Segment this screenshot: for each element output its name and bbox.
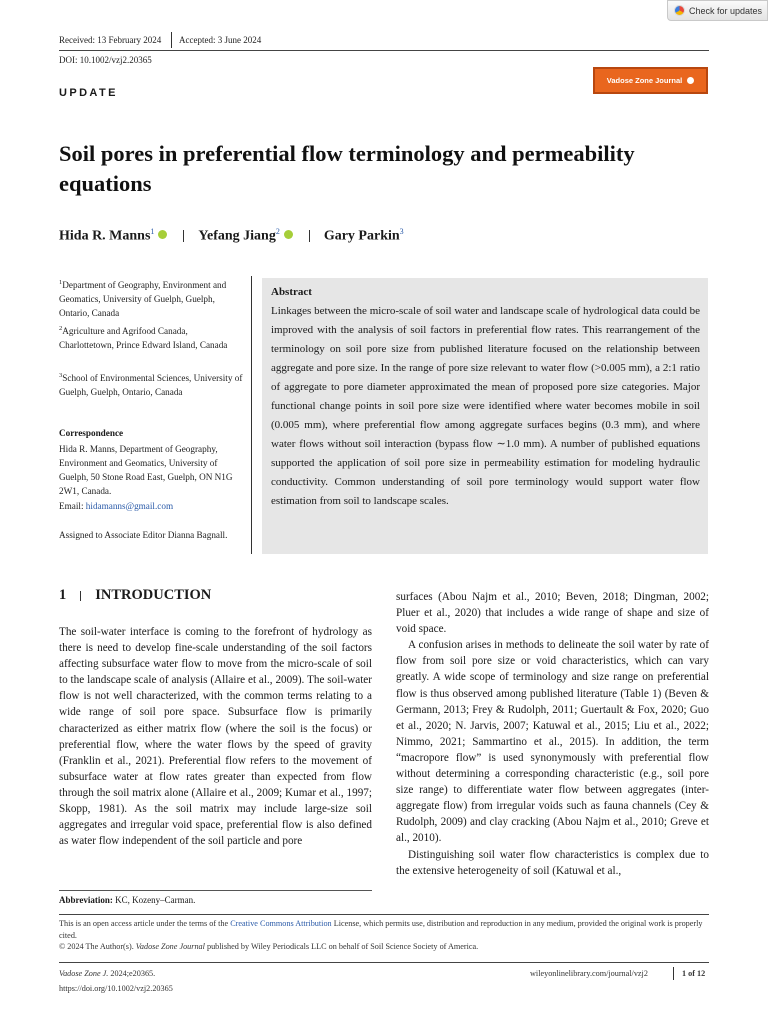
doi: DOI: 10.1002/vzj2.20365 bbox=[59, 55, 152, 65]
affiliation-3-sup: 3 bbox=[59, 372, 63, 379]
intro-paragraph-2: surfaces (Abou Najm et al., 2010; Beven, 2018; Dingman, 2002; Pluer et al., 2020) that includes a wide range of shape and size of void space. bbox=[396, 591, 709, 636]
journal-logo-icon bbox=[687, 77, 694, 84]
license-rule bbox=[59, 914, 709, 915]
affiliation-1-sup: 1 bbox=[59, 279, 63, 286]
affiliation-1-text: Department of Geography, Environment and Geomatics, University of Guelph, Guelph, Ontario, Canada bbox=[59, 280, 227, 319]
author-1[interactable] bbox=[59, 227, 154, 245]
author-2-sup: 2 bbox=[275, 227, 280, 236]
author-2[interactable] bbox=[198, 227, 279, 245]
author-separator bbox=[309, 230, 310, 242]
author-separator bbox=[183, 230, 184, 242]
page-number: 1 of 12 bbox=[682, 969, 706, 978]
citation-journal: Vadose Zone J. bbox=[59, 969, 109, 978]
affiliation-3-text: School of Environmental Sciences, University of Guelph, Guelph, Ontario, Canada bbox=[59, 373, 243, 398]
doi-link[interactable]: https://doi.org/10.1002/vzj2.20365 bbox=[59, 984, 173, 993]
affiliation-1 bbox=[59, 276, 244, 320]
header-divider bbox=[171, 32, 172, 48]
check-for-updates-button[interactable] bbox=[667, 0, 768, 21]
author-3-sup: 3 bbox=[399, 227, 404, 236]
right-column bbox=[396, 589, 709, 879]
orcid-icon[interactable] bbox=[158, 230, 167, 239]
section-number: 1 bbox=[59, 587, 67, 603]
affiliation-2-sup: 2 bbox=[59, 325, 63, 332]
abstract-heading: Abstract bbox=[271, 286, 312, 298]
correspondence-heading: Correspondence bbox=[59, 428, 124, 438]
section-separator bbox=[80, 591, 81, 601]
intro-paragraph-1: The soil-water interface is coming to the forefront of hydrology as there is need to develop fine-scale understanding of the soil factors affecting subsurface water flow to move from the micro-scale of soil to the landscape scale of analysis (Allaire et al., 2009). The soil-water flow is not well characterized, with the common terms relating to a wide range of soil pore space. Subsurface flow is primarily characterized as either matrix flow (where the soil is the focus) or preferential flow, where the water flows by the speed of gravity (Franklin et al., 2021). Preferential flow refers to the movement of subsurface water at flow rates greater than expected from flow through the soil matrix alone (Allaire et al., 2009; Kumar et al., 1997; Skopp, 1981). As the soil matrix may include large-size soil aggregates and irregular void space, preferential flow is also defined as water flow independent of the soil particle and pore bbox=[59, 626, 372, 848]
license-post: License, which permits use, distribution and reproduction in any medium, provided the original work is properly cited. bbox=[59, 919, 703, 940]
correspondence-text: Hida R. Manns, Department of Geography, Environment and Geomatics, University of Guelph, 50 Stone Road East, Guelph, ON N1G 2W1, Canada. bbox=[59, 444, 233, 496]
cc-license-link[interactable]: Creative Commons Attribution bbox=[230, 919, 332, 928]
email-label: Email: bbox=[59, 501, 84, 511]
copyright-post: published by Wiley Periodicals LLC on behalf of Soil Science Society of America. bbox=[204, 942, 479, 952]
journal-logo[interactable] bbox=[593, 67, 708, 94]
abbreviation-text: KC, Kozeny–Carman. bbox=[115, 895, 196, 905]
crossmark-icon bbox=[674, 5, 685, 16]
copyright-pre: © 2024 The Author(s). bbox=[59, 942, 136, 952]
section-title: INTRODUCTION bbox=[95, 587, 212, 603]
article-type: UPDATE bbox=[59, 87, 118, 99]
author-list bbox=[59, 227, 404, 245]
received-date: Received: 13 February 2024 bbox=[59, 35, 162, 45]
footer-rule bbox=[59, 962, 709, 963]
footer-divider bbox=[673, 967, 674, 980]
author-3-name: Gary Parkin bbox=[323, 228, 400, 244]
license-pre: This is an open access article under the terms of the bbox=[59, 919, 231, 928]
orcid-icon[interactable] bbox=[284, 230, 293, 239]
column-divider bbox=[251, 276, 252, 554]
author-3[interactable] bbox=[324, 227, 404, 245]
abbreviation-note bbox=[59, 895, 195, 905]
affiliation-2-text: Agriculture and Agrifood Canada, Charlottetown, Prince Edward Island, Canada bbox=[59, 326, 228, 351]
copyright-journal: Vadose Zone Journal bbox=[135, 942, 205, 952]
affiliation-3 bbox=[59, 369, 244, 399]
author-1-sup: 1 bbox=[150, 227, 155, 236]
editor-note: Assigned to Associate Editor Dianna Bagnall. bbox=[59, 530, 228, 540]
affiliation-2 bbox=[59, 322, 244, 352]
abbreviation-label: Abbreviation: bbox=[59, 895, 113, 905]
section-heading bbox=[59, 587, 211, 604]
intro-paragraph-3: A confusion arises in methods to delineate the soil water by rate of flow from soil pore size or void characteristics, which can vary greatly. A wide scope of terminology and size range on preferential flow is thus observed among published literature (Table 1) (Beven & Germann, 2013; Frey & Rudolph, 2011; Guertault & Fox, 2020; Guo et al., 2020; N. Jarvis, 2007; Katuwal et al., 2015; Liu et al., 2022; Nimmo, 2021; Sammartino et al., 2015). In addition, the term “macropore flow” is used synonymously with preferential flow without determining a corresponding characteristic (e.g., soil pore size range) to differentiate water flow between aggregates (inter-aggregate flow) from irregular voids such as fauna channels (Cey & Rudolph, 2009) and clay cracking (Abou Najm et al., 2010; Greve et al., 2010). bbox=[396, 639, 709, 845]
article-title: Soil pores in preferential flow terminology and permeability equations bbox=[59, 141, 635, 196]
citation bbox=[59, 969, 155, 978]
license-text bbox=[59, 918, 709, 953]
journal-site-link[interactable]: wileyonlinelibrary.com/journal/vzj2 bbox=[530, 969, 648, 978]
header-rule bbox=[59, 50, 709, 51]
author-1-name: Hida R. Manns bbox=[59, 228, 151, 244]
footnote-rule bbox=[59, 890, 372, 891]
email-link[interactable]: hidamanns@gmail.com bbox=[85, 501, 174, 511]
journal-logo-label: Vadose Zone Journal bbox=[606, 76, 683, 85]
abstract-text: Linkages between the micro-scale of soil water and landscape scale of hydrological data could be improved with the analysis of soil factors in preferential flow rates. This rearrangement of the terminology on soil pore size from published literature focused on the relationship between aggregate and pore size. In the range of pore size relevant to water flow (>0.005 mm), a 2:1 ratio of aggregate to pore diameter approximated the mean of proposed pore size categories. Major functional change points in soil pore size were identified where water becomes mobile in soil (0.005 mm), where preferential flow among aggregate surfaces begins (0.3 mm), and where water flows without soil interaction (bypass flow ∼1.0 mm). A number of published equations supported the application of soil pore size in permeability estimation for modeling hydraulic conductivity. Common understanding of soil pore terminology would support water flow estimation from soil to landscape scales. bbox=[271, 305, 700, 507]
accepted-date: Accepted: 3 June 2024 bbox=[179, 35, 262, 45]
abstract-box bbox=[262, 278, 708, 554]
intro-paragraph-4: Distinguishing soil water flow characteristics is complex due to the extensive heterogeneity of soil (Katuwal et al., bbox=[396, 848, 709, 877]
citation-detail: 2024;e20365. bbox=[108, 969, 156, 978]
correspondence-email-line bbox=[59, 499, 173, 513]
check-for-updates-label: Check for updates bbox=[689, 5, 763, 16]
author-2-name: Yefang Jiang bbox=[198, 228, 276, 244]
